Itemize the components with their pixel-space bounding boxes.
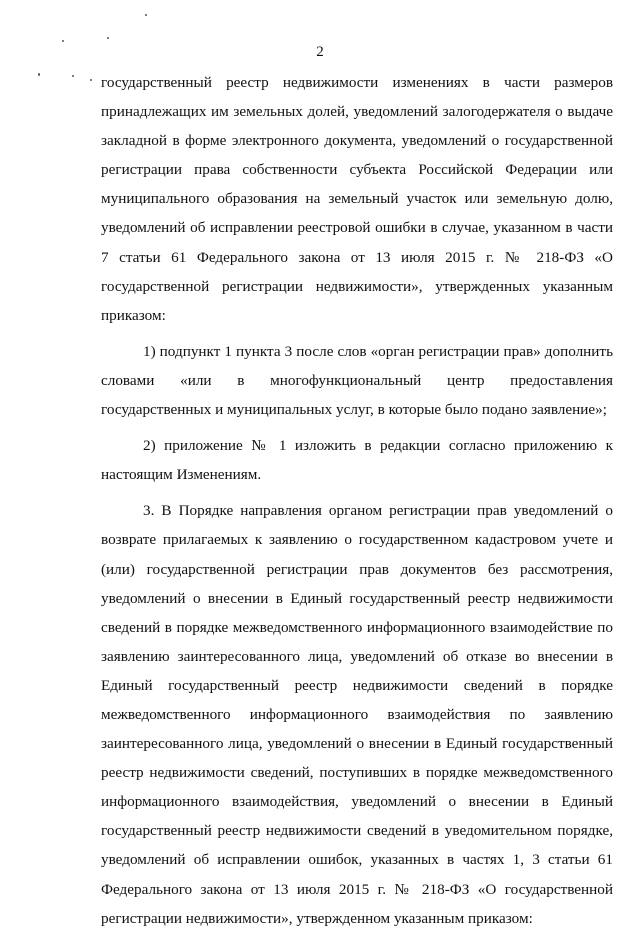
paragraph-section-3: 3. В Порядке направления органом регистрации прав уведомлений о возврате прилагаемых к заявлению о государственном кадастровом учете и (или) государственной регистрации прав документов без рассмотрения, уведомлений о внесении в Единый государственный реестр недвижимости сведений в порядке межведомственного информационного взаимодействие по заявлению заинтересованного лица, уведомлений об отказе во внесении в Единый государственный реестр недвижимости сведений в порядке межведомственного информационного взаимодействия по заявлению заинтересованного лица, уведомлений о внесении в Единый государственный реестр недвижимости сведений, поступивших в порядке межведомственного информационного взаимодействия, уведомлений о внесении в Единый государственный реестр недвижимости сведений в уведомительном порядке, уведомлений об исправлении ошибок, указанных в частях 1, 3 статьи 61 Федерального закона от 13 июля 2015 г. № 218-ФЗ «О государственной регистрации недвижимости», утвержденном указанным приказом:	[101, 502, 613, 927]
scan-speck	[62, 40, 64, 42]
paragraph-item-2: 2) приложение № 1 изложить в редакции согласно приложению к настоящим Изменениям.	[101, 437, 613, 484]
paragraph-item-1: 1) подпункт 1 пункта 3 после слов «орган регистрации прав» дополнить словами «или в многофункциональный центр предоставления государственных и муниципальных услуг, в которые было подано заявление»;	[101, 342, 613, 419]
scan-speck	[145, 14, 147, 16]
paragraph-intro-continuation: государственный реестр недвижимости изменениях в части размеров принадлежащих им земельных долей, уведомлений залогодержателя о выдаче закладной в форме электронного документа, уведомлений о государственной регистрации права собственности субъекта Российской Федерации или муниципального образования на земельный участок или земельную долю, уведомлений об исправлении реестровой ошибки в случае, указанном в части 7 статьи 61 Федерального закона от 13 июля 2015 г. № 218-ФЗ «О государственной регистрации недвижимости», утвержденных указанным приказом:	[101, 74, 613, 324]
document-body	[101, 68, 613, 940]
page-number: 2	[316, 44, 324, 60]
scan-speck	[107, 37, 109, 39]
scan-speck	[72, 75, 74, 77]
scan-speck	[90, 79, 92, 81]
scan-speck	[38, 73, 40, 76]
